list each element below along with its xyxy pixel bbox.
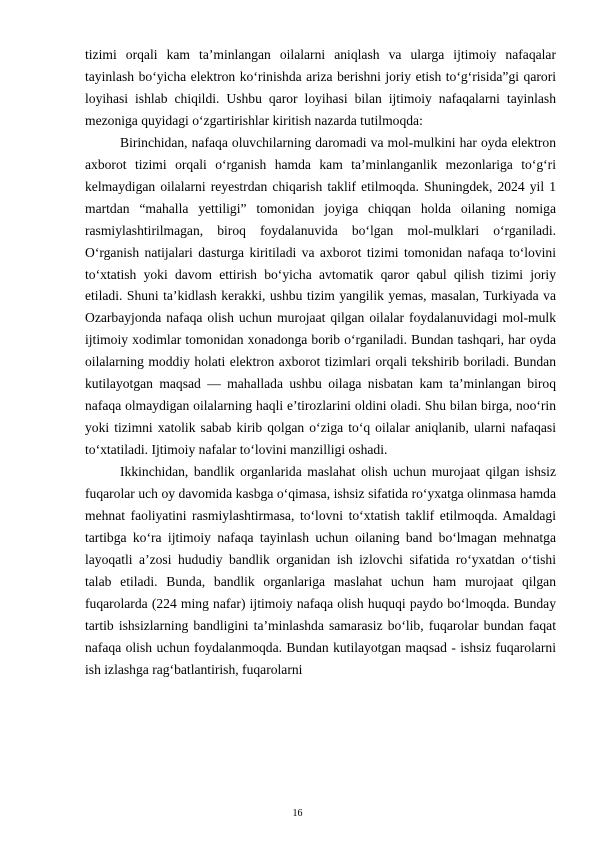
- paragraph-first-point: Birinchidan, nafaqa oluvchilarning daromadi va mol-mulkini har oyda elektron axborot tizimi orqali o‘rganish hamda kam ta’minlanganlik mezonlariga to‘g‘ri kelmaydigan oilalarni reyestrdan chiqarish taklif etilmoqda. Shuningdek, 2024 yil 1 martdan “mahalla yettiligi” tomonidan joyiga chiqqan holda oilaning nomiga rasmiylashtirilmagan, biroq foydalanuvida bo‘lgan mol-mulklari o‘rganiladi. O‘rganish natijalari dasturga kiritiladi va axborot tizimi tomonidan nafaqa to‘lovini to‘xtatish yoki davom ettirish bo‘yicha avtomatik qaror qabul qilish tizimi joriy etiladi. Shuni ta’kidlash kerakki, ushbu tizim yangilik yemas, masalan, Turkiyada va Ozarbayjonda nafaqa olish uchun murojaat qilgan oilalar foydalanuvidagi mol-mulk ijtimoiy xodimlar tomonidan xonadonga borib o‘rganiladi. Bundan tashqari, har oyda oilalarning moddiy holati elektron axborot tizimlari orqali tekshirib boriladi. Bundan kutilayotgan maqsad — mahallada ushbu oilaga nisbatan kam ta’minlangan biroq nafaqa olmaydigan oilalarning haqli e’tirozlarini oldini oladi. Shu bilan birga, noo‘rin yoki tizimni xatolik sabab kirib qolgan o‘ziga to‘q oilalar aniqlanib, ularni nafaqasi to‘xtatiladi. Ijtimoiy nafalar to‘lovini manzilligi oshadi.: [85, 134, 556, 458]
- paragraph-continuation: tizimi orqali kam ta’minlangan oilalarni aniqlash va ularga ijtimoiy nafaqalar tayinlash bo‘yicha elektron ko‘rinishda ariza berishni joriy etish to‘g‘risida”gi qarori loyihasi ishlab chiqildi. Ushbu qaror loyihasi bilan ijtimoiy nafaqalarni tayinlash mezoniga quyidagi o‘zgartirishlar kiritish nazarda tutilmoqda:: [85, 47, 556, 128]
- page-number: 16: [292, 808, 303, 819]
- document-page: [85, 44, 556, 681]
- paragraph-second-point: Ikkinchidan, bandlik organlarida maslahat olish uchun murojaat qilgan ishsiz fuqarolar uch oy davomida kasbga o‘qimasa, ishsiz sifatida ro‘yxatga olinmasa hamda mehnat faoliyatini rasmiylashtirmasa, to‘lovni to‘xtatish taklif etilmoqda. Amaldagi tartibga ko‘ra ijtimoiy nafaqa tayinlash uchun oilaning band bo‘lmagan mehnatga layoqatli a’zosi hududiy bandlik organidan ish izlovchi sifatida ro‘yxatdan o‘tishi talab etiladi. Bunda, bandlik organlariga maslahat uchun ham murojaat qilgan fuqarolarda (224 ming nafar) ijtimoiy nafaqa olish huquqi paydo bo‘lmoqda. Bunday tartib ishsizlarning bandligini ta’minlashda samarasiz bo‘lib, fuqarolar bundan faqat nafaqa olish uchun foydalanmoqda. Bundan kutilayotgan maqsad - ishsiz fuqarolarni ish izlashga rag‘batlantirish, fuqarolarni: [85, 464, 556, 677]
